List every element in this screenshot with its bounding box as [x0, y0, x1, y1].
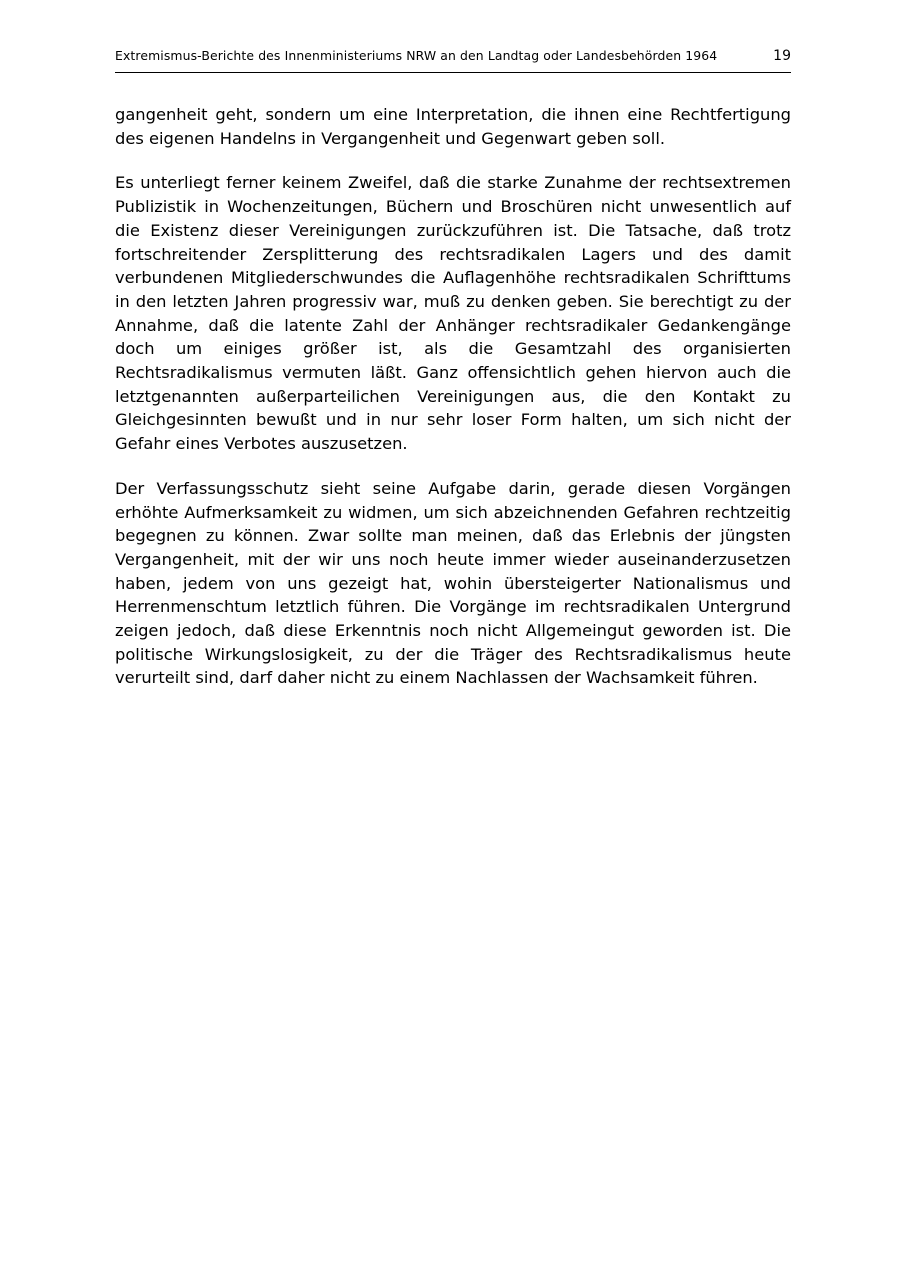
running-header-title: Extremismus-Berichte des Innenministeriums NRW an den Landtag oder Landesbehörden 1964 — [115, 48, 718, 63]
header-divider — [115, 72, 791, 73]
document-body — [115, 103, 791, 690]
body-paragraph: Der Verfassungsschutz sieht seine Aufgabe darin, gerade diesen Vorgängen erhöhte Aufmerksamkeit zu widmen, um sich abzeichnenden Gefahren rechtzeitig begegnen zu können. Zwar sollte man meinen, daß das Erlebnis der jüngsten Vergangenheit, mit der wir uns noch heute immer wieder auseinanderzusetzen haben, jedem von uns gezeigt hat, wohin übersteigerter Nationalismus und Herrenmenschtum letztlich führen. Die Vorgänge im rechtsradikalen Untergrund zeigen jedoch, daß diese Erkenntnis noch nicht Allgemeingut geworden ist. Die politische Wirkungslosigkeit, zu der die Träger des Rechtsradikalismus heute verurteilt sind, darf daher nicht zu einem Nachlassen der Wachsamkeit führen. — [115, 478, 791, 688]
body-paragraph: Es unterliegt ferner keinem Zweifel, daß die starke Zunahme der rechtsextremen Publizistik in Wochenzeitungen, Büchern und Broschüren nicht unwesentlich auf die Existenz dieser Vereinigungen zurückzuführen ist. Die Tatsache, daß trotz fortschreitender Zersplitterung des rechtsradikalen Lagers und des damit verbundenen Mitgliederschwundes die Auflagenhöhe rechtsradikalen Schrifttums in den letzten Jahren progressiv war, muß zu denken geben. Sie berechtigt zu der Annahme, daß die latente Zahl der Anhänger rechtsradikaler Gedankengänge doch um einiges größer ist, als die Gesamtzahl des organisierten Rechtsradikalismus vermuten läßt. Ganz offensichtlich gehen hiervon auch die letztgenannten außerparteilichen Vereinigungen aus, die den Kontakt zu Gleichgesinnten bewußt und in nur sehr loser Form halten, um sich nicht der Gefahr eines Verbotes auszusetzen. — [115, 173, 791, 454]
body-paragraph: gangenheit geht, sondern um eine Interpretation, die ihnen eine Rechtfertigung des eigenen Handelns in Vergangenheit und Gegenwart geben soll. — [115, 105, 791, 148]
page-number: 19 — [773, 48, 791, 64]
page-header — [115, 48, 791, 64]
